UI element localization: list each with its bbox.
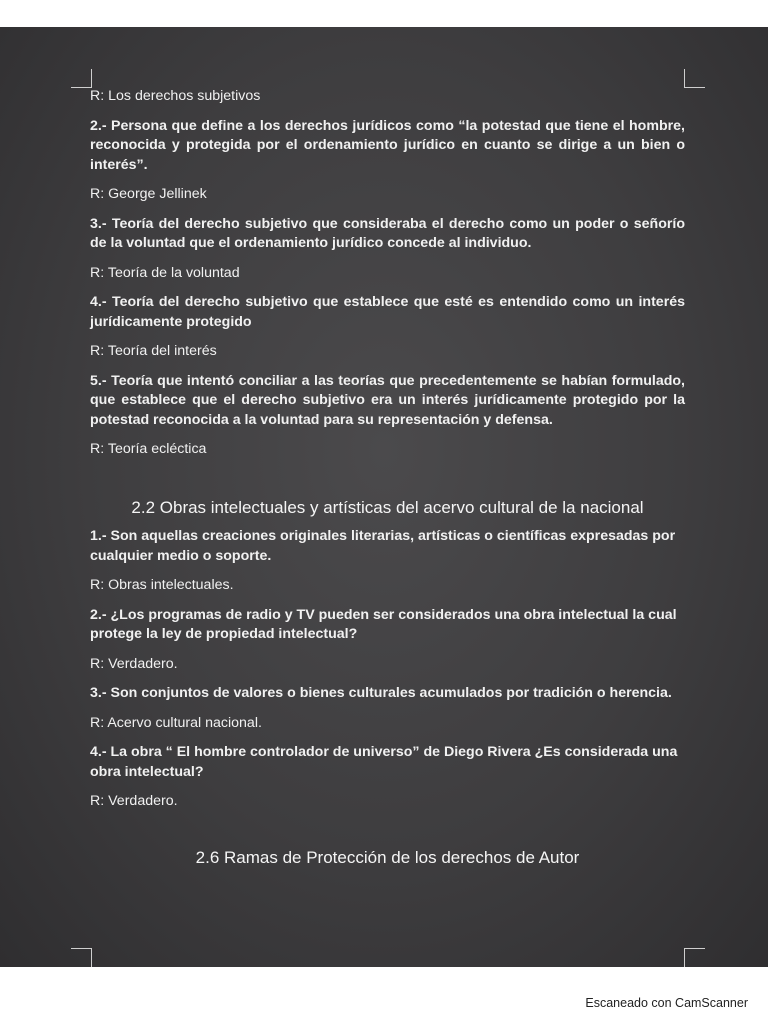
crop-mark-bottom-right xyxy=(684,948,705,967)
question-5: 5.- Teoría que intentó conciliar a las teorías que precedentemente se habían formulado, que establece que el derecho subjetivo era un interés jurídicamente protegido por la potestad reconocida a la voluntad para su representación y defensa. xyxy=(90,372,685,428)
top-margin xyxy=(0,0,768,27)
crop-mark-bottom-left xyxy=(71,948,92,967)
document-content xyxy=(90,87,685,877)
answer-5: R: Teoría ecléctica xyxy=(90,441,207,457)
answer-1: R: Los derechos subjetivos xyxy=(90,88,261,104)
question-2-2-2: 2.- ¿Los programas de radio y TV pueden ser considerados una obra intelectual la cual protege la ley de propiedad intelectual? xyxy=(90,606,677,642)
question-4: 4.- Teoría del derecho subjetivo que establece que esté es entendido como un interés jurídicamente protegido xyxy=(90,294,685,330)
crop-mark-top-left xyxy=(71,69,92,88)
scanned-page xyxy=(0,27,768,967)
question-2: 2.- Persona que define a los derechos jurídicos como “la potestad que tiene el hombre, reconocida y protegida por el ordenamiento jurídico en cuanto se dirige a un bien o interés”. xyxy=(90,117,685,173)
question-2-2-3: 3.- Son conjuntos de valores o bienes culturales acumulados por tradición o herencia. xyxy=(90,685,672,701)
answer-3: R: Teoría de la voluntad xyxy=(90,264,240,281)
answer-2-2-4: R: Verdadero. xyxy=(90,793,178,809)
section-heading-2-6: 2.6 Ramas de Protección de los derechos de Autor xyxy=(195,847,580,867)
question-2-2-4: 4.- La obra “ El hombre controlador de universo” de Diego Rivera ¿Es considerada una obra intelectual? xyxy=(90,744,678,780)
camscanner-watermark: Escaneado con CamScanner xyxy=(585,996,748,1010)
answer-2-2-3: R: Acervo cultural nacional. xyxy=(90,714,262,731)
question-2-2-1: 1.- Son aquellas creaciones originales literarias, artísticas o científicas expresadas por cualquier medio o soporte. xyxy=(90,528,676,564)
answer-2: R: George Jellinek xyxy=(90,186,207,202)
section-heading-2-2: 2.2 Obras intelectuales y artísticas del acervo cultural de la nacional xyxy=(131,497,644,517)
crop-mark-top-right xyxy=(684,69,705,88)
question-3: 3.- Teoría del derecho subjetivo que consideraba el derecho como un poder o señorío de la voluntad que el ordenamiento jurídico concede al individuo. xyxy=(90,215,685,251)
answer-2-2-2: R: Verdadero. xyxy=(90,655,178,672)
answer-4: R: Teoría del interés xyxy=(90,343,217,359)
answer-2-2-1: R: Obras intelectuales. xyxy=(90,577,234,593)
